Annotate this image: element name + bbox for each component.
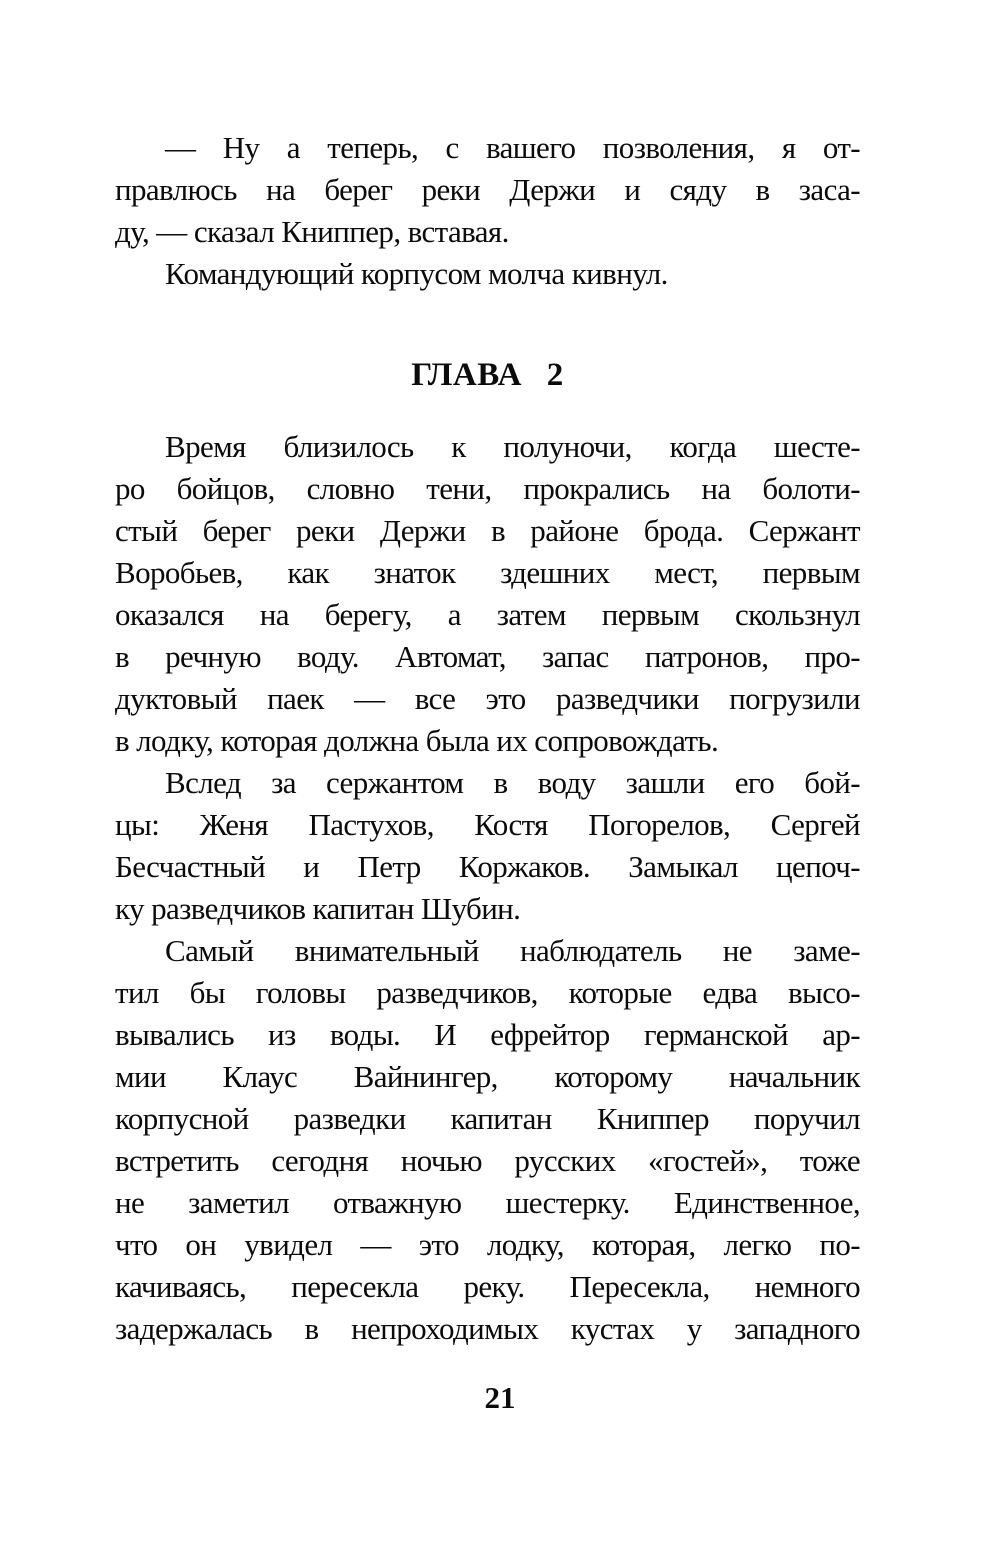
text-line: Бесчастный и Петр Коржаков. Замыкал цепоч- — [115, 849, 860, 884]
paragraph-commander-nod — [115, 253, 860, 295]
text-line: корпусной разведки капитан Книппер поручил — [115, 1101, 860, 1136]
text-line: — Ну а теперь, с вашего позволения, я от- — [165, 130, 860, 165]
text-line: дуктовый паек — все это разведчики погрузили — [115, 681, 860, 716]
text-line: Воробьев, как знаток здешних мест, первым — [115, 555, 860, 590]
text-line: Командующий корпусом молча кивнул. — [165, 256, 668, 291]
text-line: ду, — сказал Книппер, вставая. — [115, 214, 509, 249]
text-line: мии Клаус Вайнингер, которому начальник — [115, 1059, 860, 1094]
text-line: правлюсь на берег реки Держи и сяду в заса- — [115, 172, 860, 207]
text-line: стый берег реки Держи в районе брода. Сержант — [115, 513, 860, 548]
text-line: качиваясь, пересекла реку. Пересекла, немного — [115, 1269, 860, 1304]
text-line: не заметил отважную шестерку. Единственное, — [115, 1185, 860, 1220]
text-line: вывались из воды. И ефрейтор германской ар- — [115, 1017, 860, 1052]
chapter-heading: ГЛАВА 2 — [411, 357, 564, 393]
paragraph-dialogue-knipper — [115, 127, 860, 253]
text-line: задержалась в непроходимых кустах у западного — [115, 1311, 860, 1346]
text-line: Самый внимательный наблюдатель не заме- — [165, 933, 860, 968]
text-line: Вслед за сержантом в воду зашли его бой- — [165, 765, 860, 800]
text-line: ку разведчиков капитан Шубин. — [115, 891, 521, 926]
text-line: цы: Женя Пастухов, Костя Погорелов, Сергей — [115, 807, 860, 842]
paragraph-midnight-crossing — [115, 426, 860, 762]
text-line: оказался на берегу, а затем первым скользнул — [115, 597, 860, 632]
text-line: встретить сегодня ночью русских «гостей», тоже — [115, 1143, 860, 1178]
paragraph-observer-weininger — [115, 930, 860, 1350]
text-line: в лодку, которая должна была их сопровождать. — [115, 723, 719, 758]
text-line: ро бойцов, словно тени, прокрались на болоти- — [115, 471, 860, 506]
text-line: что он увидел — это лодку, которая, легко по- — [115, 1227, 860, 1262]
text-line: в речную воду. Автомат, запас патронов, про- — [115, 639, 860, 674]
text-block — [115, 127, 860, 1350]
page-number: 21 — [484, 1380, 516, 1415]
paragraph-scouts-names — [115, 762, 860, 930]
text-line: тил бы головы разведчиков, которые едва высо- — [115, 975, 860, 1010]
text-line: Время близилось к полуночи, когда шесте- — [165, 429, 860, 464]
